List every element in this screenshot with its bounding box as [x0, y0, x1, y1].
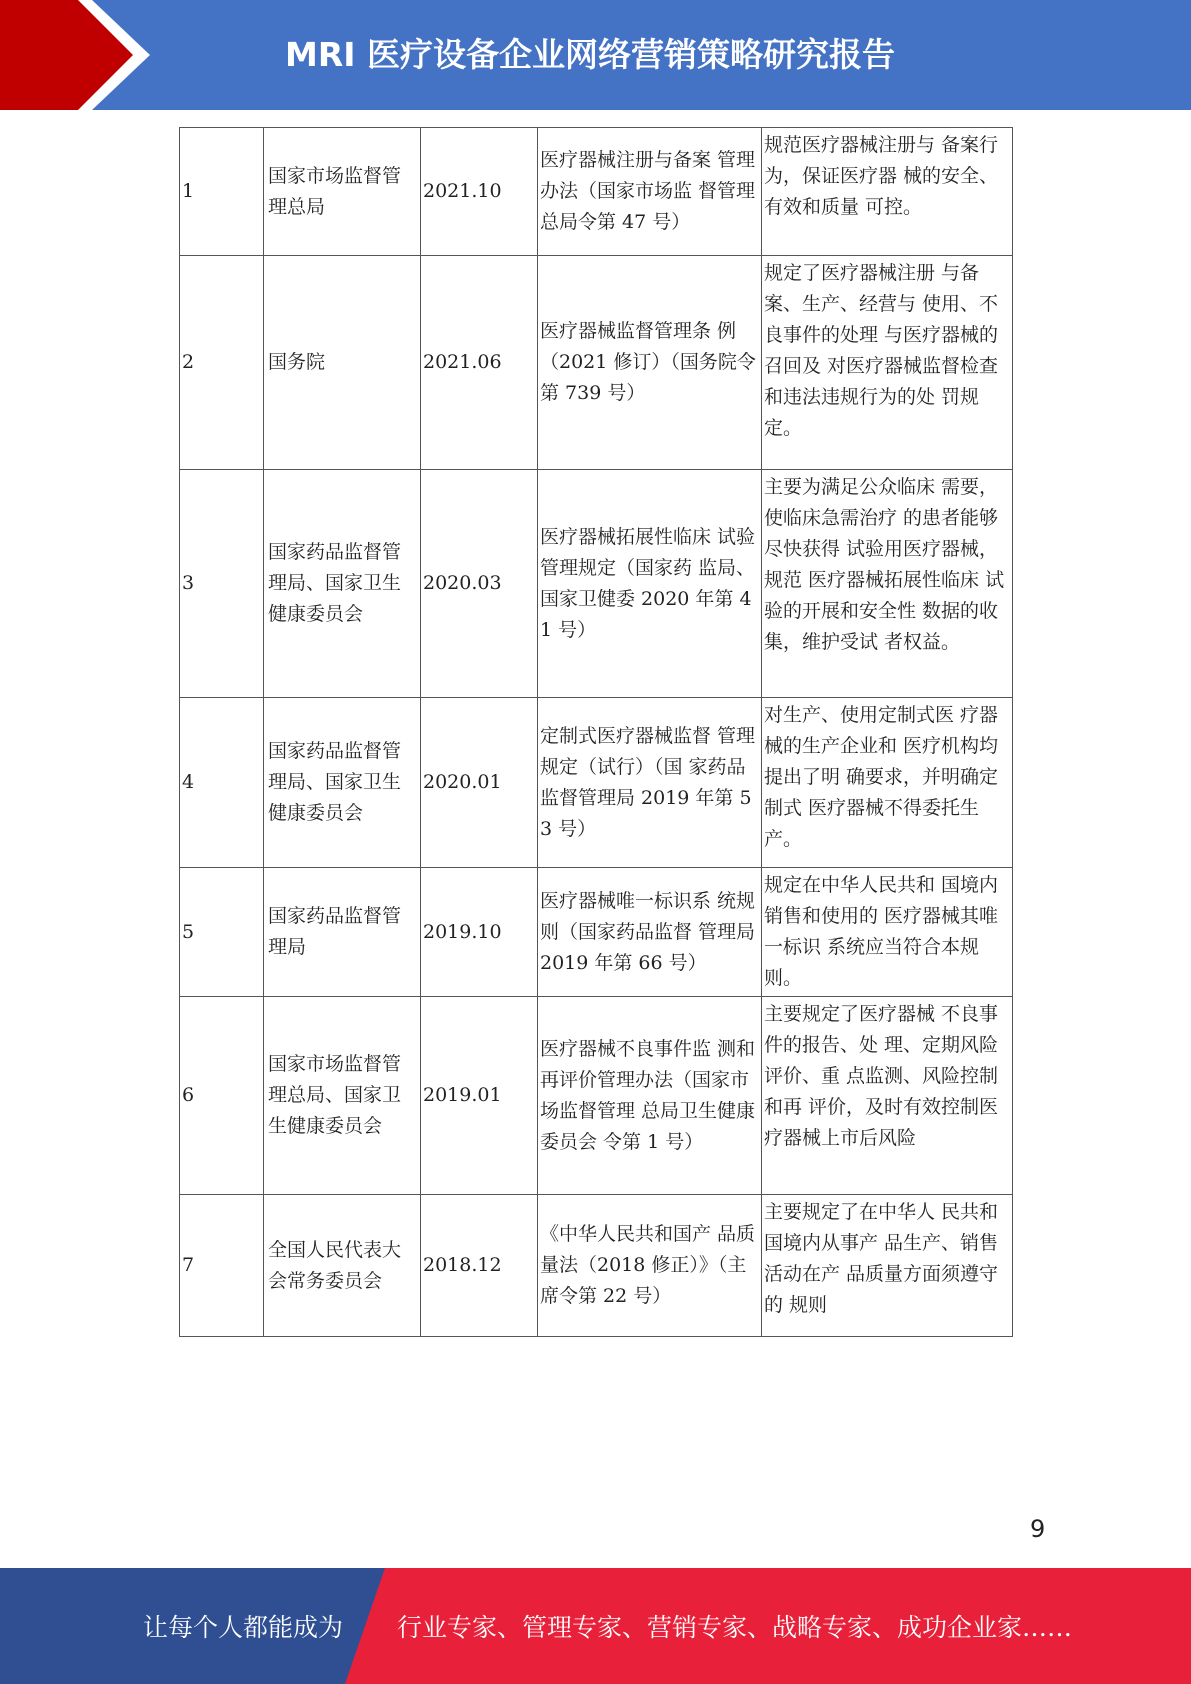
issue-date: 2020.03	[421, 470, 538, 698]
row-number: 7	[180, 1195, 264, 1337]
page-number: 9	[1030, 1515, 1046, 1543]
regulation-description: 对生产、使用定制式医 疗器械的生产企业和 医疗机构均提出了明 确要求，并明确定制式 医疗器械不得委托生 产。	[762, 698, 1013, 868]
regulation-name: 医疗器械注册与备案 管理办法（国家市场监 督管理总局令第 47 号）	[538, 128, 762, 256]
row-number: 2	[180, 256, 264, 470]
row-number: 4	[180, 698, 264, 868]
regulation-name: 《中华人民共和国产 品质量法（2018 修正）》（主席令第 22 号）	[538, 1195, 762, 1337]
table-row	[180, 128, 1013, 256]
issuing-department: 国家市场监督管理总局、国家卫生健康委员会	[264, 997, 421, 1195]
footer-slogan-left: 让每个人都能成为	[143, 1613, 344, 1642]
issuing-department: 国家药品监督管理局、国家卫生健康委员会	[264, 470, 421, 698]
issue-date: 2021.06	[421, 256, 538, 470]
regulation-name: 医疗器械不良事件监 测和再评价管理办法（国家市场监督管理 总局卫生健康委员会 令第 1 号）	[538, 997, 762, 1195]
header-red-chevron	[0, 0, 133, 110]
issuing-department: 国家药品监督管理局、国家卫生健康委员会	[264, 698, 421, 868]
regulation-name: 医疗器械监督管理条 例（2021 修订）（国务院令第 739 号）	[538, 256, 762, 470]
regulation-description: 主要规定了在中华人 民共和国境内从事产 品生产、销售活动在产 品质量方面须遵守的 规则	[762, 1195, 1013, 1337]
footer-slogan-right: 行业专家、管理专家、营销专家、战略专家、成功企业家……	[397, 1613, 1073, 1642]
regulation-name: 定制式医疗器械监督 管理规定（试行）（国 家药品监督管理局 2019 年第 53 号）	[538, 698, 762, 868]
issuing-department: 全国人民代表大会常务委员会	[264, 1195, 421, 1337]
row-number: 3	[180, 470, 264, 698]
issue-date: 2021.10	[421, 128, 538, 256]
row-number: 5	[180, 868, 264, 997]
report-title: MRI 医疗设备企业网络营销策略研究报告	[285, 35, 896, 74]
issue-date: 2018.12	[421, 1195, 538, 1337]
table-row	[180, 997, 1013, 1195]
issue-date: 2019.10	[421, 868, 538, 997]
regulation-name: 医疗器械唯一标识系 统规则（国家药品监督 管理局 2019 年第 66 号）	[538, 868, 762, 997]
regulation-description: 规定了医疗器械注册 与备案、生产、经营与 使用、不良事件的处理 与医疗器械的召回及 对医疗器械监督检查 和违法违规行为的处 罚规定。	[762, 256, 1013, 470]
regulation-table	[179, 127, 1013, 1337]
issue-date: 2019.01	[421, 997, 538, 1195]
table-row	[180, 470, 1013, 698]
row-number: 6	[180, 997, 264, 1195]
issuing-department: 国务院	[264, 256, 421, 470]
page-header	[0, 0, 1191, 110]
issuing-department: 国家市场监督管理总局	[264, 128, 421, 256]
table-row	[180, 256, 1013, 470]
regulation-description: 规范医疗器械注册与 备案行为，保证医疗器 械的安全、有效和质量 可控。	[762, 128, 1013, 256]
regulation-description: 规定在中华人民共和 国境内销售和使用的 医疗器械其唯一标识 系统应当符合本规则。	[762, 868, 1013, 997]
table-row	[180, 868, 1013, 997]
regulation-name: 医疗器械拓展性临床 试验管理规定（国家药 监局、国家卫健委 2020 年第 41 号）	[538, 470, 762, 698]
page-footer	[0, 1568, 1191, 1684]
issue-date: 2020.01	[421, 698, 538, 868]
row-number: 1	[180, 128, 264, 256]
issuing-department: 国家药品监督管理局	[264, 868, 421, 997]
table-row	[180, 698, 1013, 868]
regulation-description: 主要规定了医疗器械 不良事件的报告、处 理、定期风险评价、重 点监测、风险控制和再 评价，及时有效控制医 疗器械上市后风险	[762, 997, 1013, 1195]
regulation-description: 主要为满足公众临床 需要，使临床急需治疗 的患者能够尽快获得 试验用医疗器械，规范 医疗器械拓展性临床 试验的开展和安全性 数据的收集，维护受试 者权益。	[762, 470, 1013, 698]
table-row	[180, 1195, 1013, 1337]
